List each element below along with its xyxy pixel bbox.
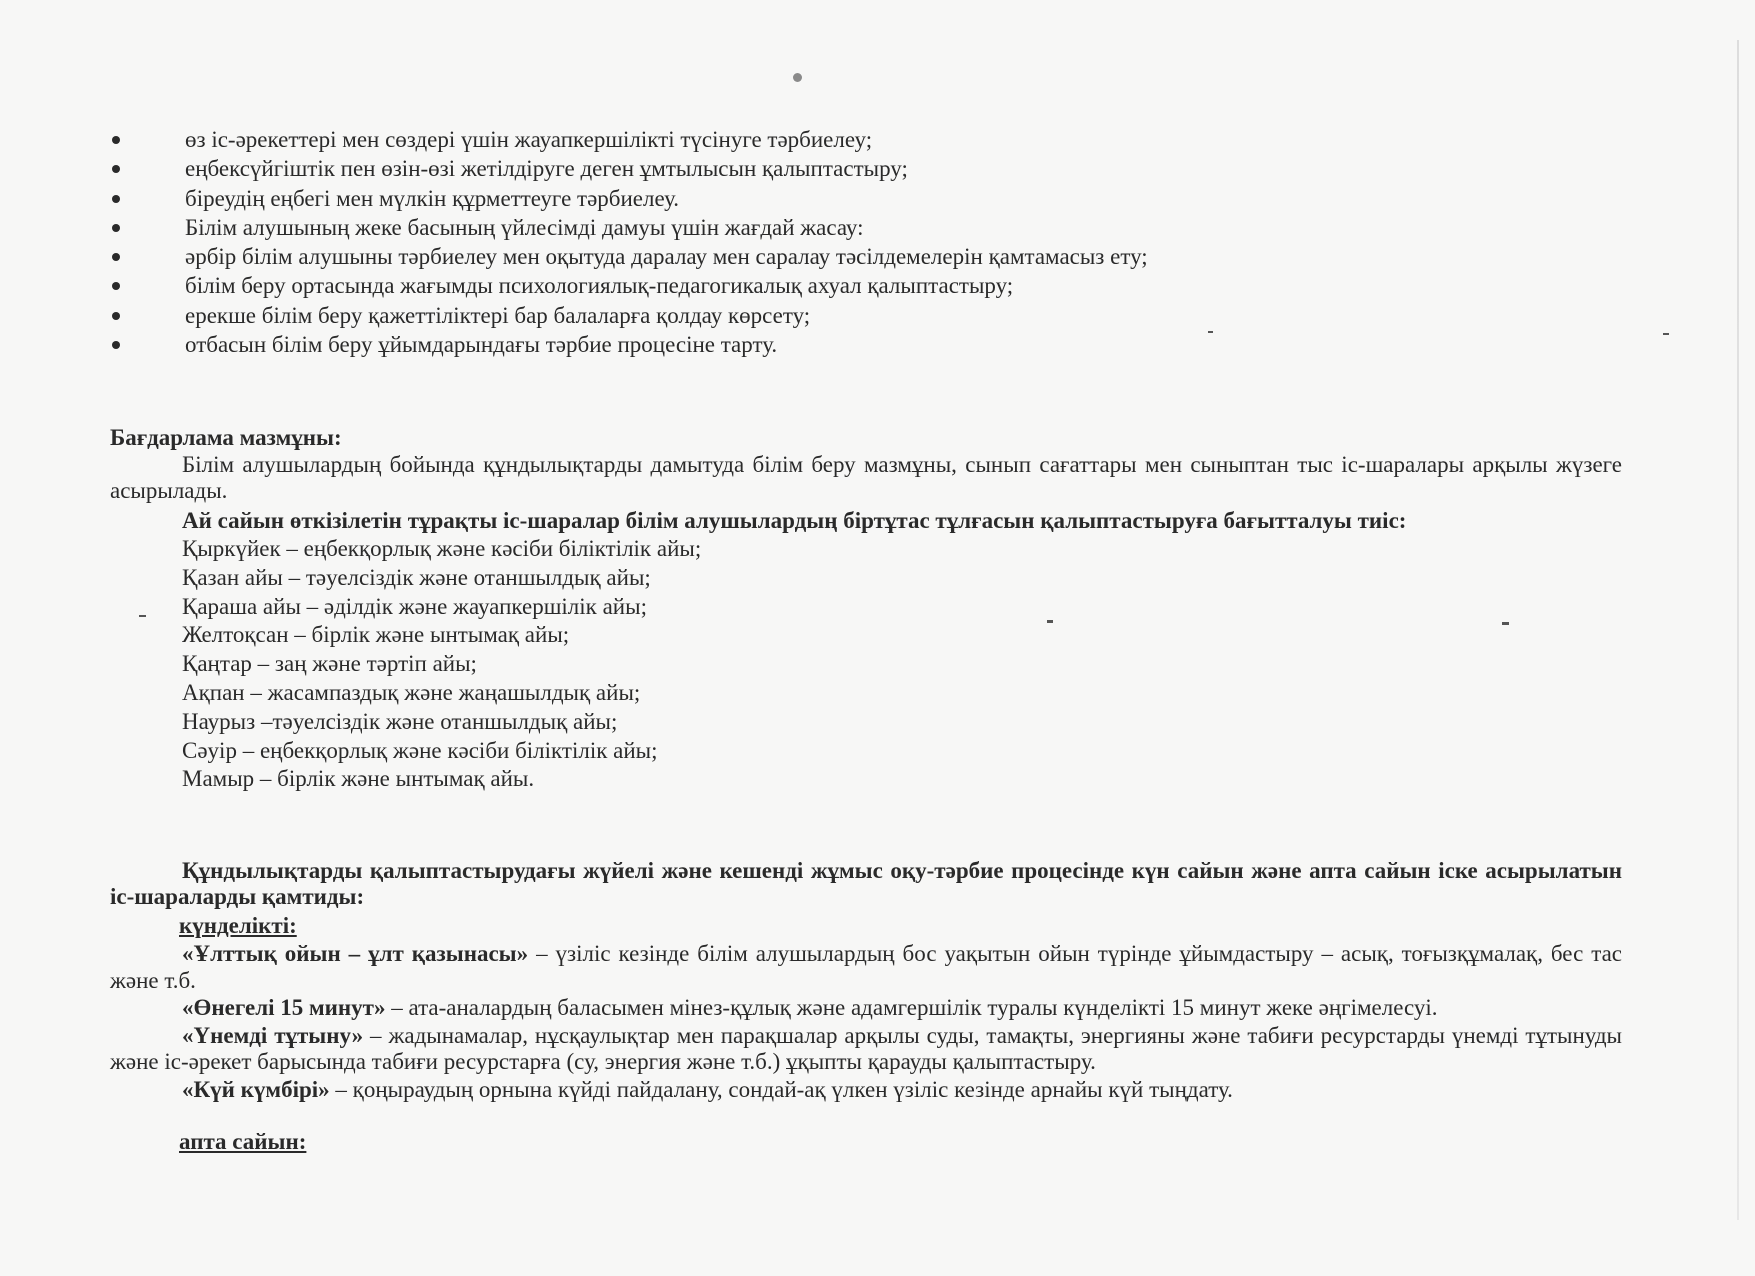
- system-section: [110, 858, 1622, 1155]
- scan-edge-shadow: [1737, 40, 1739, 1220]
- month-item: Сәуір – еңбекқорлық және кәсіби біліктілік айы;: [182, 737, 658, 763]
- bullet-dot-icon: [112, 165, 120, 173]
- bullet-dot-icon: [112, 195, 120, 203]
- month-item: Мамыр – бірлік және ынтымақ айы.: [182, 766, 535, 792]
- monthly-lead: Ай сайын өткізілетін тұрақты іс-шаралар білім алушылардың біртұтас тұлғасын қалыптастыруға бағытталуы тиіс:: [182, 508, 1407, 533]
- bullet-dot-icon: [112, 312, 120, 320]
- bullet-item: отбасын білім беру ұйымдарындағы тәрбие процесіне тарту.: [108, 330, 1508, 359]
- daily-item-term: «Күй күмбірі»: [182, 1076, 330, 1102]
- bullet-dot-icon: [112, 136, 120, 144]
- month-item: Ақпан – жасампаздық және жаңашылдық айы;: [182, 679, 641, 705]
- program-section: [110, 425, 1622, 794]
- scan-speck: [1663, 333, 1669, 335]
- daily-item: [110, 941, 1622, 994]
- bullet-item: ерекше білім беру қажеттіліктері бар балаларға қолдау көрсету;: [108, 301, 1508, 330]
- daily-item-term: «Ұлттық ойын – ұлт қазынасы»: [182, 941, 529, 966]
- scan-hole-mark: [793, 73, 802, 82]
- daily-item-text: – жадынамалар, нұсқаулықтар мен парақшалар арқылы суды, тамақты, энергияны және табиғи ресурстарды үнемді тұтынуды және іс-әрекет барысында табиғи ресурстарға (су, энергия және т.б.) ұқыпты қарауды қалыптастыру.: [110, 1022, 1623, 1074]
- month-item: Қазан айы – тәуелсіздік және отаншылдық айы;: [182, 564, 651, 590]
- daily-item: [110, 1023, 1622, 1076]
- program-heading: Бағдарлама мазмұны:: [110, 425, 342, 450]
- program-intro: Білім алушылардың бойында құндылықтарды дамытуда білім беру мазмұны, сынып сағаттары мен сыныптан тыс іс-шаралары арқылы жүзеге асырылады.: [110, 452, 1622, 503]
- bullet-item: әрбір білім алушыны тәрбиелеу мен оқытуда даралау мен саралау тәсілдемелерін қамтамасыз ету;: [108, 242, 1508, 271]
- daily-item-term: «Үнемді тұтыну»: [182, 1022, 364, 1048]
- daily-label: күнделікті:: [179, 913, 297, 938]
- bullet-item: біреудің еңбегі мен мүлкін құрметтеуге тәрбиелеу.: [108, 184, 1508, 213]
- months-list: [110, 535, 1622, 794]
- system-lead: Құндылықтарды қалыптастырудағы жүйелі және кешенді жұмыс оқу-тәрбие процесінде күн сайын және апта сайын іске асырылатын іс-шараларды қамтиды:: [110, 858, 1622, 909]
- daily-item: [110, 1077, 1622, 1104]
- month-item: Қаңтар – заң және тәртіп айы;: [182, 651, 477, 677]
- bullet-item: өз іс-әрекеттері мен сөздері үшін жауапкершілікті түсінуге тәрбиелеу;: [108, 125, 1508, 154]
- daily-item: [110, 995, 1622, 1022]
- bullet-dot-icon: [112, 282, 120, 290]
- bullet-item: білім беру ортасында жағымды психологиялық-педагогикалық ахуал қалыптастыру;: [108, 271, 1508, 300]
- weekly-label: апта сайын:: [179, 1129, 307, 1154]
- month-item: Наурыз –тәуелсіздік және отаншылдық айы;: [182, 708, 618, 734]
- bullet-dot-icon: [112, 341, 120, 349]
- month-item: Қараша айы – әділдік және жауапкершілік айы;: [182, 593, 647, 619]
- bullet-item: Білім алушының жеке басының үйлесімді дамуы үшін жағдай жасау:: [108, 213, 1508, 242]
- daily-item-text: – үзіліс кезінде білім алушылардың бос уақытын ойын түрінде ұйымдастыру – асық, тоғызқұмалақ, бес тас және т.б.: [110, 941, 1622, 993]
- month-item: Қыркүйек – еңбекқорлық және кәсіби біліктілік айы;: [182, 536, 702, 561]
- daily-item-text: – қоңыраудың орнына күйді пайдалану, сондай-ақ үлкен үзіліс кезінде арнайы күй тыңдату.: [329, 1076, 1233, 1102]
- daily-item-term: «Өнегелі 15 минут»: [182, 995, 386, 1020]
- bullet-item: еңбексүйгіштік пен өзін-өзі жетілдіруге деген ұмтылысын қалыптастыру;: [108, 154, 1508, 183]
- bullet-dot-icon: [112, 224, 120, 232]
- month-item: Желтоқсан – бірлік және ынтымақ айы;: [182, 622, 570, 648]
- goals-bullet-list: [108, 125, 1508, 359]
- daily-item-text: – ата-аналардың баласымен мінез-құлық және адамгершілік туралы күнделікті 15 минут жеке әңгімелесуі.: [385, 995, 1438, 1020]
- bullet-dot-icon: [112, 253, 120, 261]
